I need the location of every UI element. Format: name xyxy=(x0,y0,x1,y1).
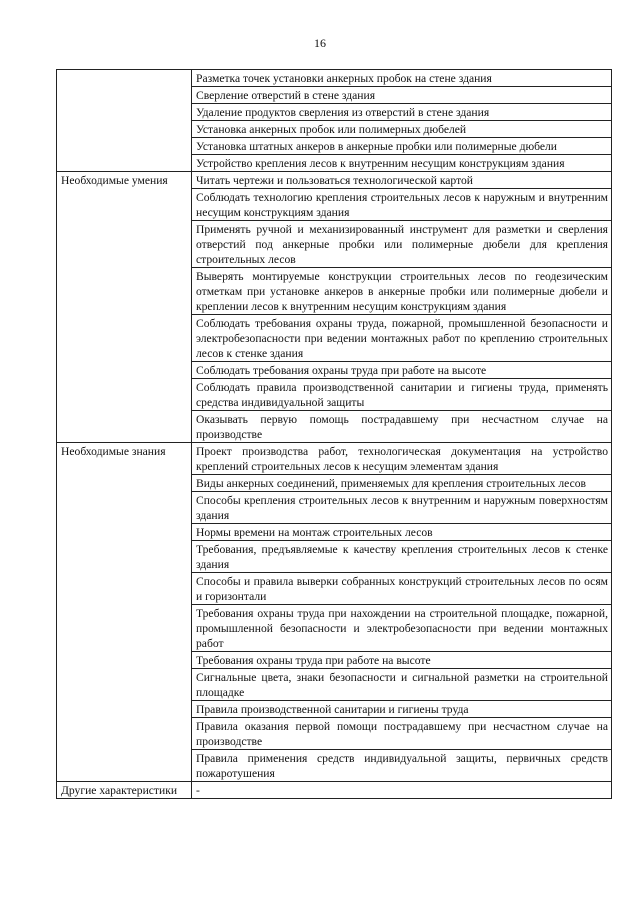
section-item: Разметка точек установки анкерных пробок на стене здания xyxy=(192,70,612,87)
table-row xyxy=(57,782,612,799)
section-item: Правила производственной санитарии и гигиены труда xyxy=(192,701,612,718)
section-item: Способы крепления строительных лесов к внутренним и наружным поверхностям здания xyxy=(192,492,612,524)
table-row xyxy=(57,70,612,87)
section-item: Требования охраны труда при работе на высоте xyxy=(192,652,612,669)
table-row xyxy=(57,443,612,475)
table-row xyxy=(57,172,612,189)
section-label xyxy=(57,70,192,172)
competency-table xyxy=(56,69,612,799)
other-label: Другие характеристики xyxy=(57,782,192,799)
section-label: Необходимые умения xyxy=(57,172,192,443)
section-item: Читать чертежи и пользоваться технологической картой xyxy=(192,172,612,189)
page-number: 16 xyxy=(314,36,326,50)
section-item: Оказывать первую помощь пострадавшему при несчастном случае на производстве xyxy=(192,411,612,443)
section-item: Соблюдать требования охраны труда, пожарной, промышленной безопасности и электробезопасности при ведении монтажных работ по креплению строительных лесов к стенке здания xyxy=(192,315,612,362)
section-item: Правила оказания первой помощи пострадавшему при несчастном случае на производстве xyxy=(192,718,612,750)
section-item: Требования, предъявляемые к качеству крепления строительных лесов к стенке здания xyxy=(192,541,612,573)
section-item: Устройство крепления лесов к внутренним несущим конструкциям здания xyxy=(192,155,612,172)
section-item: Нормы времени на монтаж строительных лесов xyxy=(192,524,612,541)
other-value: - xyxy=(192,782,612,799)
section-item: Соблюдать технологию крепления строительных лесов к наружным и внутренним несущим конструкциям здания xyxy=(192,189,612,221)
section-item: Соблюдать требования охраны труда при работе на высоте xyxy=(192,362,612,379)
section-item: Соблюдать правила производственной санитарии и гигиены труда, применять средства индивидуальной защиты xyxy=(192,379,612,411)
section-item: Сигнальные цвета, знаки безопасности и сигнальной разметки на строительной площадке xyxy=(192,669,612,701)
section-item: Правила применения средств индивидуальной защиты, первичных средств пожаротушения xyxy=(192,750,612,782)
section-item: Удаление продуктов сверления из отверстий в стене здания xyxy=(192,104,612,121)
section-item: Требования охраны труда при нахождении на строительной площадке, пожарной, промышленной безопасности и электробезопасности при ведении монтажных работ xyxy=(192,605,612,652)
section-label: Необходимые знания xyxy=(57,443,192,782)
section-item: Сверление отверстий в стене здания xyxy=(192,87,612,104)
section-item: Установка анкерных пробок или полимерных дюбелей xyxy=(192,121,612,138)
section-item: Выверять монтируемые конструкции строительных лесов по геодезическим отметкам при установке анкеров в анкерные пробки или полимерные дюбели и креплении лесов к внутренним несущим конструкциям здания xyxy=(192,268,612,315)
section-item: Применять ручной и механизированный инструмент для разметки и сверления отверстий под анкерные пробки или полимерные дюбели для крепления строительных лесов xyxy=(192,221,612,268)
section-item: Установка штатных анкеров в анкерные пробки или полимерные дюбели xyxy=(192,138,612,155)
section-item: Способы и правила выверки собранных конструкций строительных лесов по осям и горизонтали xyxy=(192,573,612,605)
section-item: Проект производства работ, технологическая документация на устройство креплений строительных лесов к несущим элементам здания xyxy=(192,443,612,475)
section-item: Виды анкерных соединений, применяемых для крепления строительных лесов xyxy=(192,475,612,492)
